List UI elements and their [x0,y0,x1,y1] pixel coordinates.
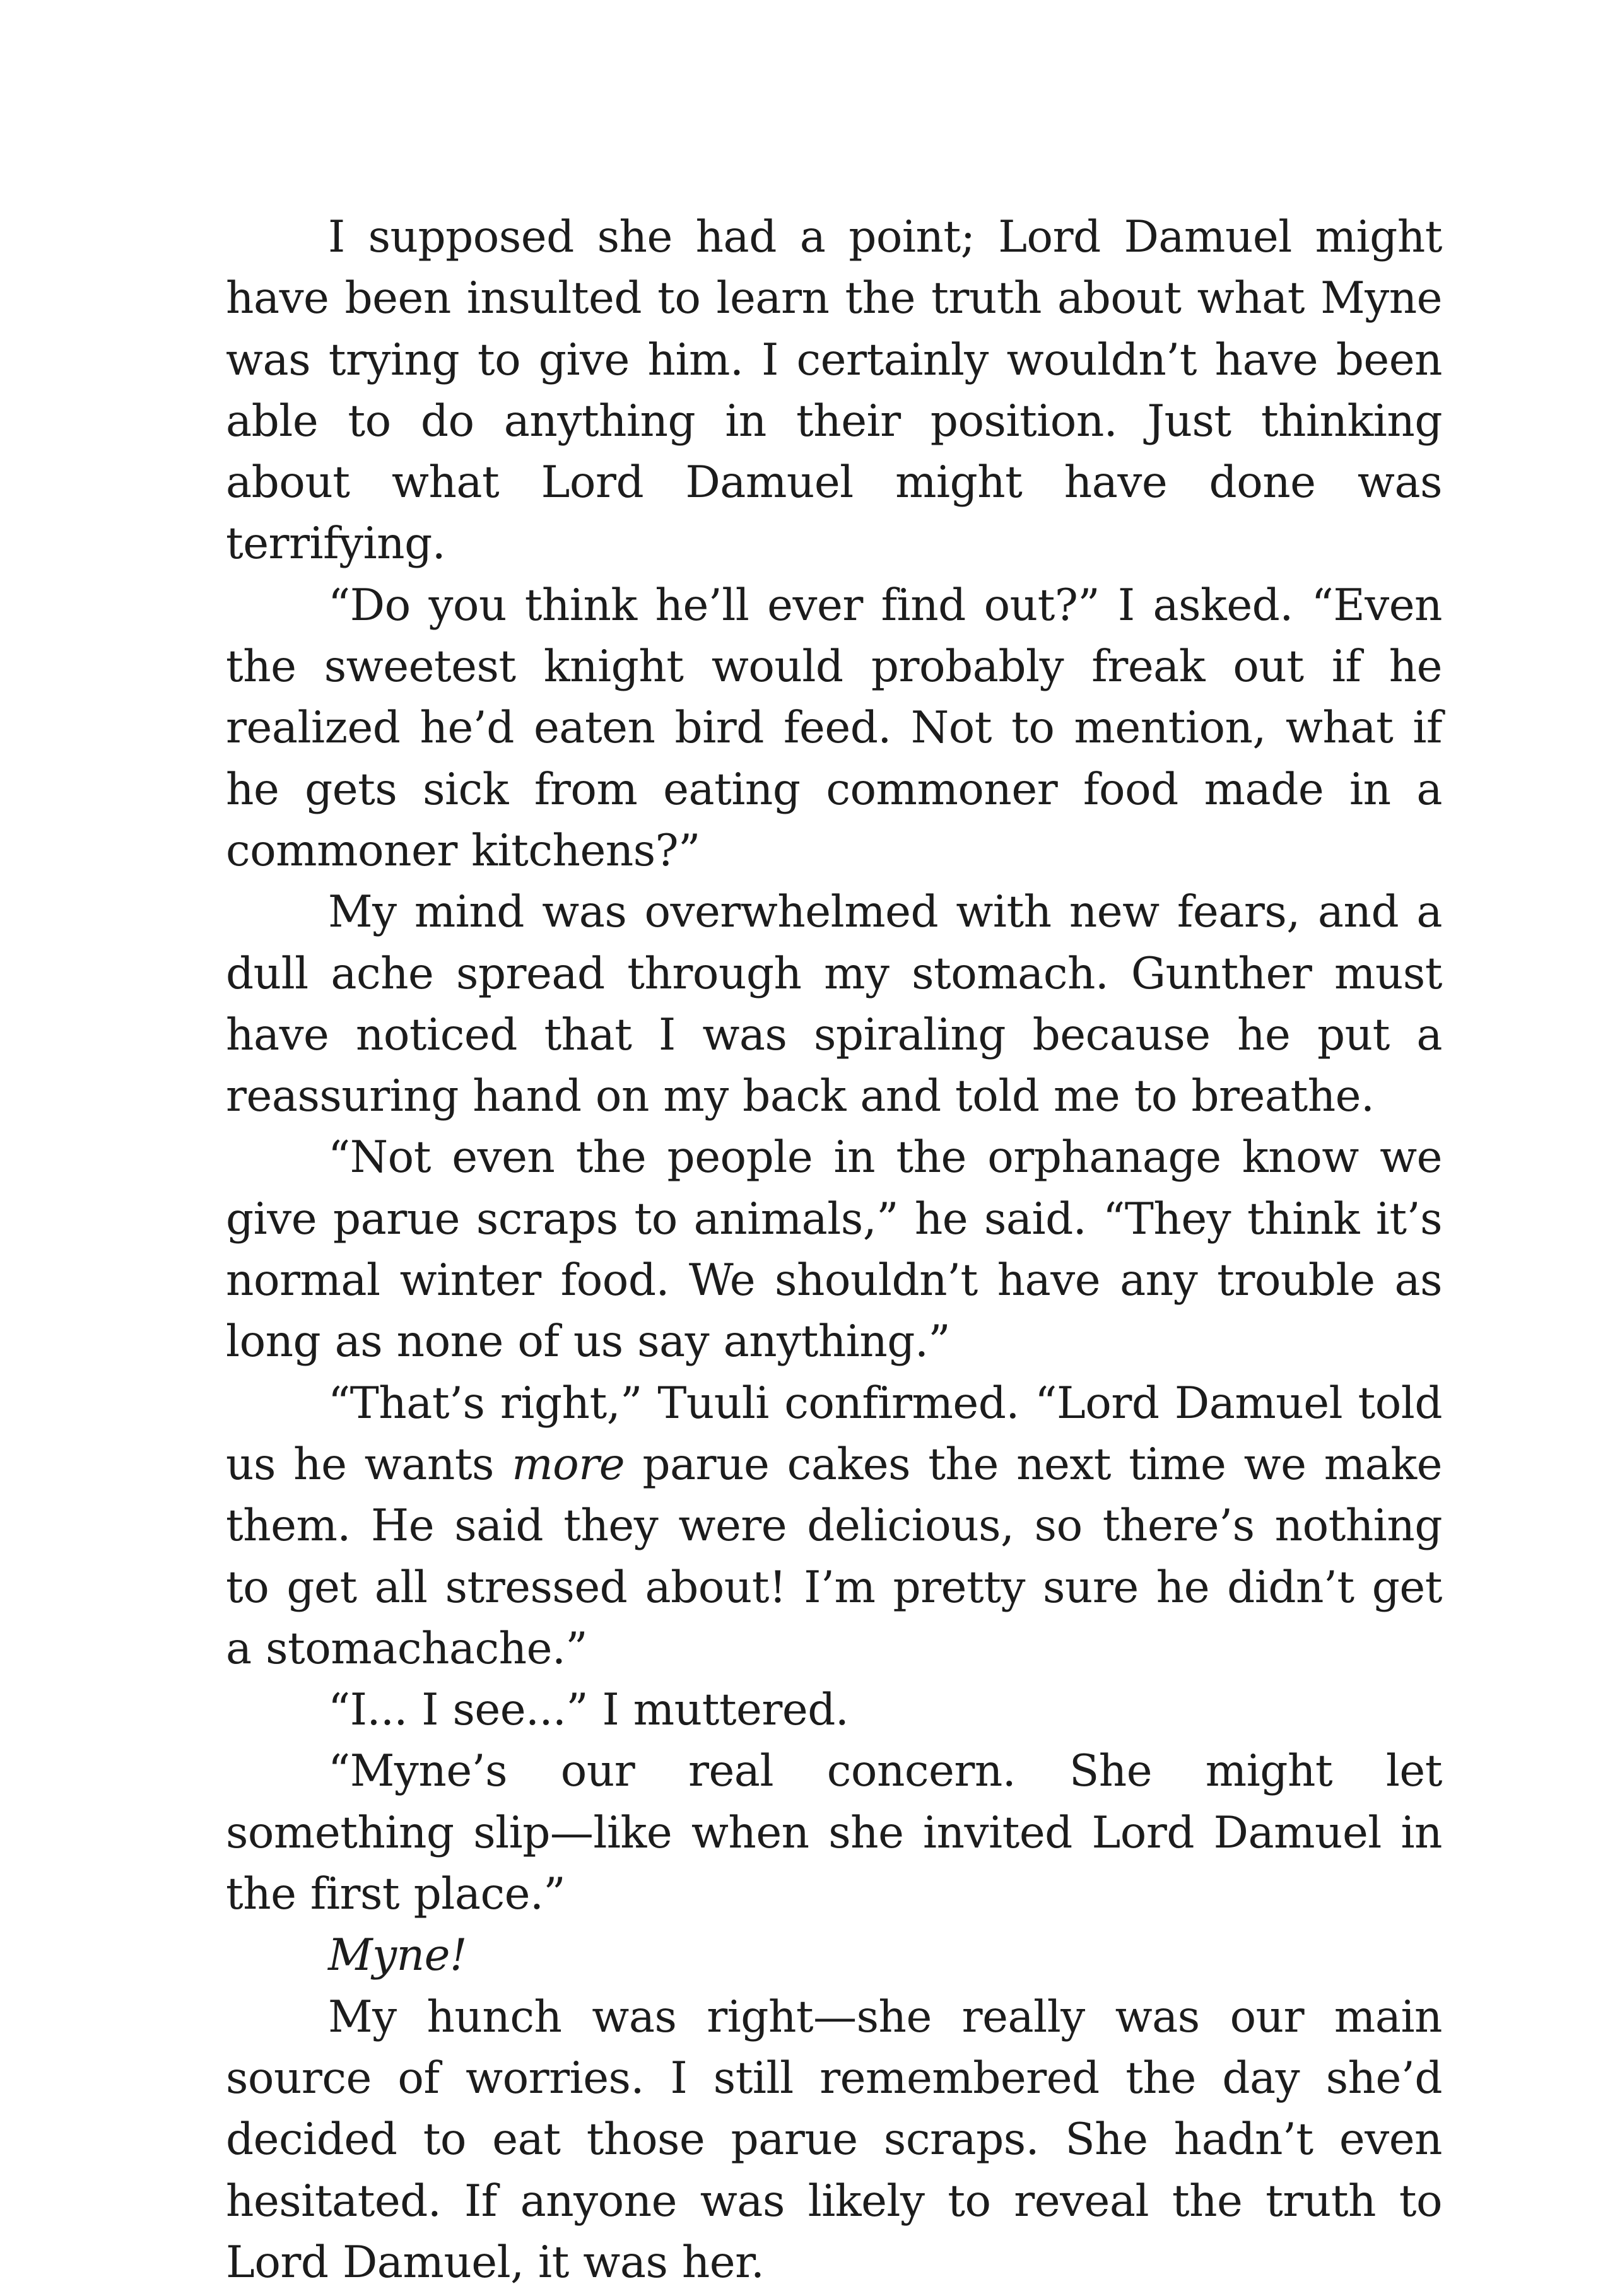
paragraph-3: My mind was overwhelmed with new fears, and a dull ache spread through my stomach. Gunther must have noticed that I was spiraling because he put a reassuring hand on my back and told me to breathe. [226,887,1442,1122]
paragraph-2: “Do you think he’ll ever find out?” I asked. “Even the sweetest knight would probably freak out if he realized he’d eaten bird feed. Not to mention, what if he gets sick from eating commoner food made in a commoner kitchens?” [226,580,1442,876]
paragraph-9: My hunch was right—she really was our main source of worries. I still remembered the day she’d decided to eat those parue scraps. She hadn’t even hesitated. If anyone was likely to reveal the truth to Lord Damuel, it was her. [226,1991,1442,2288]
paragraph-5 [226,1373,1442,1680]
paragraph-1: I supposed she had a point; Lord Damuel might have been insulted to learn the truth about what Myne was trying to give him. I certainly wouldn’t have been able to do anything in their position. Just thinking about what Lord Damuel might have done was terrifying. [226,212,1442,570]
paragraph-5-end: parue cakes the next time we make them. He said they were delicious, so there’s nothing to get all stressed about! I’m pretty sure he didn’t get a stomachache.” [226,1439,1442,1674]
body-text [226,207,1442,2293]
paragraph-7: “Myne’s our real concern. She might let something slip—like when she invited Lord Damuel in the first place.” [226,1746,1442,1920]
paragraph-6: “I... I see...” I muttered. [328,1685,849,1736]
paragraph-8-thought: Myne! [328,1930,467,1981]
paragraph-5-emphasis: more [512,1439,625,1490]
paragraph-4: “Not even the people in the orphanage know we give parue scraps to animals,” he said. “They think it’s normal winter food. We shouldn’t have any trouble as long as none of us say anything.” [226,1132,1442,1368]
paragraph-5-start: “That’s right,” Tuuli confirmed. “Lord Damuel told us he wants [226,1378,1442,1490]
